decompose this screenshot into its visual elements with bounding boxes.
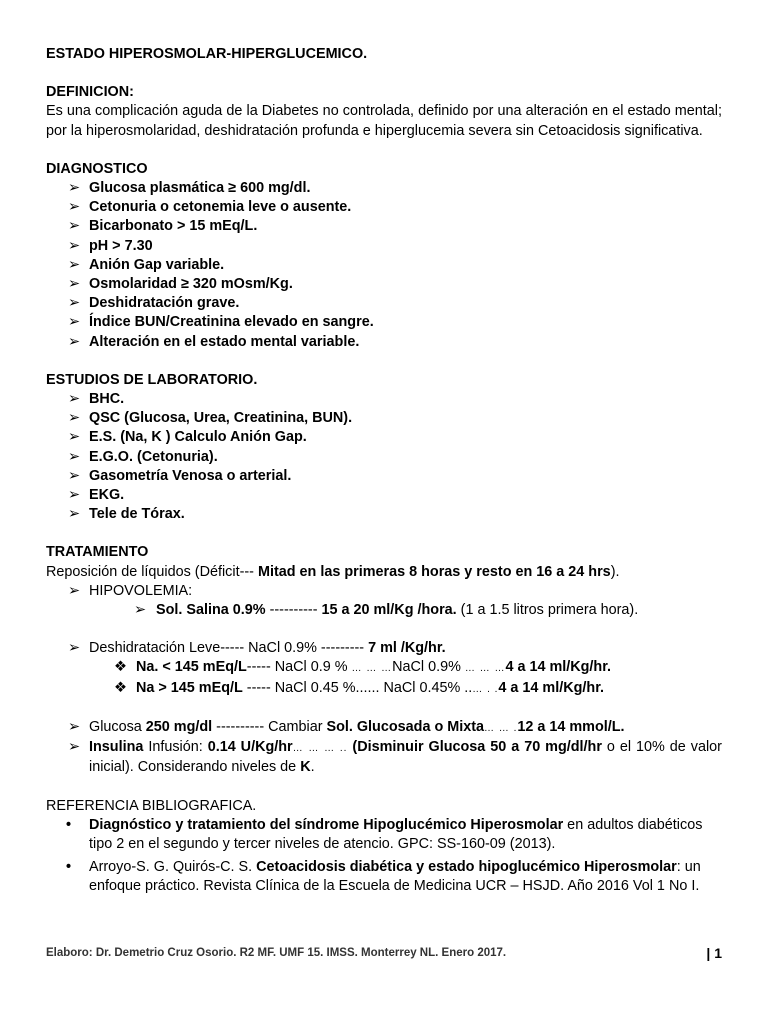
arrow-bullet-icon: ➢ <box>68 582 81 599</box>
diagnostico-list <box>46 179 722 352</box>
page-footer <box>46 944 722 963</box>
list-item: ➢ Tele de Tórax. <box>46 505 722 524</box>
list-item: ➢ E.G.O. (Cetonuria). <box>46 448 722 467</box>
tratamiento-heading: TRATAMIENTO <box>46 544 149 561</box>
list-item: ➢ Alteración en el estado mental variable. <box>46 333 722 352</box>
arrow-bullet-icon: ➢ <box>68 199 81 216</box>
laboratorio-heading: ESTUDIOS DE LABORATORIO. <box>46 371 258 388</box>
dot-bullet-icon: • <box>66 859 72 876</box>
list-item: ➢ pH > 7.30 <box>46 237 722 256</box>
page-number: | 1 <box>706 945 722 961</box>
arrow-bullet-icon: ➢ <box>68 506 81 523</box>
arrow-bullet-icon: ➢ <box>68 237 81 254</box>
document-body <box>46 45 722 897</box>
list-item: ➢ Bicarbonato > 15 mEq/L. <box>46 217 722 236</box>
reposicion-line: Reposición de líquidos (Déficit--- Mitad en las primeras 8 horas y resto en 16 a 24 hrs). <box>46 563 620 580</box>
reference-item: • Diagnóstico y tratamiento del síndrome Hipoglucémico Hiperosmolar en adultos diabéticos tipo 2 en el segundo y tercer niveles de atencio. GPC: SS-160-09 (2013). <box>66 816 703 852</box>
arrow-bullet-icon: ➢ <box>68 429 81 446</box>
deshidratacion-list <box>46 639 722 658</box>
list-item: ➢ Deshidratación grave. <box>46 294 722 313</box>
page-title: ESTADO HIPEROSMOLAR-HIPERGLUCEMICO. <box>46 46 368 62</box>
diamond-bullet-icon: ❖ <box>114 659 127 676</box>
list-item: ➢ HIPOVOLEMIA: <box>46 582 722 601</box>
list-item: ➢ QSC (Glucosa, Urea, Creatinina, BUN). <box>46 409 722 428</box>
dot-bullet-icon: • <box>66 816 72 833</box>
diagnostico-heading: DIAGNOSTICO <box>46 160 148 177</box>
na-high-item: ❖ Na > 145 mEq/L ----- NaCl 0.45 %...... NaCl 0.45% ..… . .4 a 14 ml/Kg/hr. <box>46 679 722 699</box>
list-item: ➢ Índice BUN/Creatinina elevado en sangre. <box>46 313 722 332</box>
hipovolemia-list <box>46 582 722 601</box>
footer-author: Elaboro: Dr. Demetrio Cruz Osorio. R2 MF. UMF 15. IMSS. Monterrey NL. Enero 2017. <box>46 947 507 959</box>
arrow-bullet-icon: ➢ <box>68 256 81 273</box>
arrow-bullet-icon: ➢ <box>68 314 81 331</box>
arrow-bullet-icon: ➢ <box>68 739 81 756</box>
arrow-bullet-icon: ➢ <box>134 602 147 619</box>
definicion-heading: DEFINICION: <box>46 84 134 101</box>
list-item: ➢ Deshidratación Leve----- NaCl 0.9% --------- 7 ml /Kg/hr. <box>46 639 722 658</box>
list-item: ➢ Osmolaridad ≥ 320 mOsm/Kg. <box>46 275 722 294</box>
list-item: ➢ Insulina Infusión: 0.14 U/Kg/hr… … … .. (Disminuir Glucosa 50 a 70 mg/dl/hr o el 10% de valor inicial). Considerando niveles de K. <box>68 739 722 776</box>
arrow-bullet-icon: ➢ <box>68 295 81 312</box>
arrow-bullet-icon: ➢ <box>68 718 81 735</box>
glucosa-insulina-list <box>46 718 722 778</box>
arrow-bullet-icon: ➢ <box>68 333 81 350</box>
laboratorio-list <box>46 390 722 524</box>
diamond-bullet-icon: ❖ <box>114 679 127 696</box>
arrow-bullet-icon: ➢ <box>68 448 81 465</box>
arrow-bullet-icon: ➢ <box>68 487 81 504</box>
arrow-bullet-icon: ➢ <box>68 640 81 657</box>
arrow-bullet-icon: ➢ <box>68 410 81 427</box>
arrow-bullet-icon: ➢ <box>68 276 81 293</box>
na-low-item: ❖ Na. < 145 mEq/L----- NaCl 0.9 % … … …NaCl 0.9% … … …4 a 14 ml/Kg/hr. <box>46 658 722 678</box>
arrow-bullet-icon: ➢ <box>68 218 81 235</box>
list-item: ➢ Glucosa plasmática ≥ 600 mg/dl. <box>46 179 722 198</box>
list-item: ➢ Cetonuria o cetonemia leve o ausente. <box>46 198 722 217</box>
list-item: ➢ Glucosa 250 mg/dl ---------- Cambiar Sol. Glucosada o Mixta… … .12 a 14 mmol/L. <box>46 718 722 738</box>
list-item: ➢ Gasometría Venosa o arterial. <box>46 467 722 486</box>
list-item: ➢ Anión Gap variable. <box>46 256 722 275</box>
list-item: ➢ E.S. (Na, K ) Calculo Anión Gap. <box>46 428 722 447</box>
list-item: ➢ EKG. <box>46 486 722 505</box>
referencias-heading: REFERENCIA BIBLIOGRAFICA. <box>46 797 257 814</box>
list-item: ➢ BHC. <box>46 390 722 409</box>
arrow-bullet-icon: ➢ <box>68 391 81 408</box>
arrow-bullet-icon: ➢ <box>68 467 81 484</box>
hipovolemia-sub-item: ➢ Sol. Salina 0.9% ---------- 15 a 20 ml/Kg /hora. (1 a 1.5 litros primera hora). <box>46 601 722 620</box>
arrow-bullet-icon: ➢ <box>68 180 81 197</box>
reference-item: • Arroyo-S. G. Quirós-C. S. Cetoacidosis diabética y estado hipoglucémico Hiperosmolar: un enfoque práctico. Revista Clínica de la Escuela de Medicina UCR – HSJD. Año 2016 Vol 1 No I. <box>66 859 701 895</box>
definicion-text: Es una complicación aguda de la Diabetes no controlada, definido por una alteración en el estado mental; por la hiperosmolaridad, deshidratación profunda e hiperglucemia severa sin Cetoacidosis significativa. <box>46 103 722 139</box>
